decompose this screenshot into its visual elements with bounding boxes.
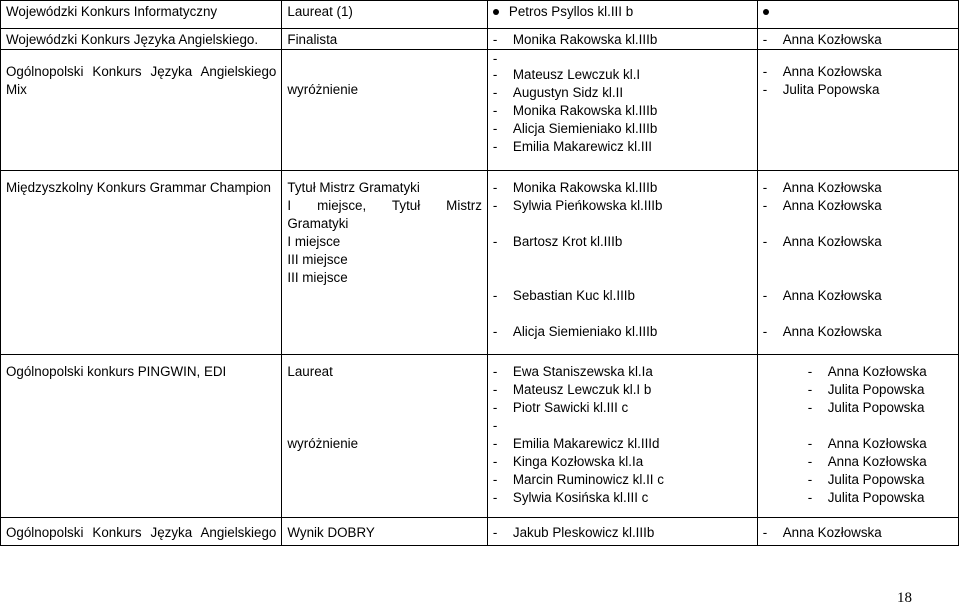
teacher-cell (757, 171, 958, 355)
result-text: wyróżnienie (287, 436, 359, 451)
dash: - (762, 234, 768, 249)
dash: - (492, 472, 498, 487)
page-number: 18 (897, 590, 912, 606)
dash: - (807, 436, 813, 451)
contest-name: Ogólnopolski konkurs PINGWIN, EDI (6, 364, 227, 379)
teacher-cell (757, 1, 958, 29)
student-name: Sylwia Kosińska kl.III c (512, 490, 649, 505)
teacher-name: Anna Kozłowska (782, 234, 882, 249)
dash: - (807, 472, 813, 487)
dash: - (492, 436, 498, 451)
result-text: Laureat (287, 364, 333, 379)
table-row (1, 50, 959, 171)
result-cell (282, 50, 488, 171)
dash: - (492, 364, 498, 379)
contest-cell (1, 518, 282, 546)
teacher-name: Anna Kozłowska (827, 364, 927, 379)
bullet-icon (493, 9, 499, 15)
result-text: Finalista (287, 32, 338, 47)
teacher-name: Anna Kozłowska (782, 324, 882, 339)
teacher-cell (757, 29, 958, 50)
student-cell (487, 355, 757, 518)
teacher-name: Julita Popowska (827, 400, 925, 415)
teacher-name: Anna Kozłowska (782, 64, 882, 79)
contest-cell (1, 29, 282, 50)
dash: - (762, 180, 768, 195)
dash: - (492, 198, 498, 213)
dash: - (807, 382, 813, 397)
dash: - (492, 67, 498, 82)
table-row (1, 171, 959, 355)
teacher-name: Anna Kozłowska (782, 198, 882, 213)
result-text: Gramatyki (287, 216, 349, 231)
student-name: Monika Rakowska kl.IIIb (512, 103, 658, 118)
dash: - (762, 32, 768, 47)
dash: - (807, 400, 813, 415)
dash: - (492, 180, 498, 195)
dash: - (492, 382, 498, 397)
student-name: Sylwia Pieńkowska kl.IIIb (512, 198, 663, 213)
student-name: Alicja Siemieniako kl.IIIb (512, 324, 658, 339)
result-text: I miejsce (287, 234, 341, 249)
contest-name: Wojewódzki Konkurs Języka Angielskiego. (6, 32, 259, 47)
teacher-name: Julita Popowska (827, 382, 925, 397)
dash: - (807, 454, 813, 469)
result-cell (282, 29, 488, 50)
dash: - (762, 64, 768, 79)
teacher-name: Anna Kozłowska (782, 180, 882, 195)
teacher-name: Anna Kozłowska (827, 436, 927, 451)
teacher-name: Julita Popowska (782, 82, 880, 97)
result-cell (282, 518, 488, 546)
dash: - (492, 490, 498, 505)
student-cell (487, 1, 757, 29)
dash: - (492, 324, 498, 339)
teacher-cell (757, 50, 958, 171)
student-name: Alicja Siemieniako kl.IIIb (512, 121, 658, 136)
teacher-name: Anna Kozłowska (782, 32, 882, 47)
result-text: III miejsce (287, 270, 348, 285)
dash: - (492, 103, 498, 118)
result-text: Tytuł Mistrz Gramatyki (287, 180, 420, 195)
dash: - (762, 525, 768, 540)
teacher-name: Julita Popowska (827, 472, 925, 487)
dash: - (492, 288, 498, 303)
teacher-cell (757, 355, 958, 518)
teacher-name: Julita Popowska (827, 490, 925, 505)
contest-name: Międzyszkolny Konkurs Grammar Champion (6, 180, 271, 195)
dash: - (492, 418, 498, 433)
table-row (1, 355, 959, 518)
contest-name: Ogólnopolski Konkurs Języka Angielskiego (6, 525, 277, 540)
teacher-name: Anna Kozłowska (782, 525, 882, 540)
student-name: Mateusz Lewczuk kl.I b (512, 382, 652, 397)
table-row (1, 518, 959, 546)
teacher-cell (757, 518, 958, 546)
contest-cell (1, 355, 282, 518)
student-name: Sebastian Kuc kl.IIIb (512, 288, 635, 303)
student-name: Ewa Staniszewska kl.Ia (512, 364, 653, 379)
table-row (1, 29, 959, 50)
student-name: Monika Rakowska kl.IIIb (512, 32, 658, 47)
dash: - (492, 85, 498, 100)
dash: - (492, 525, 498, 540)
result-cell (282, 171, 488, 355)
student-name: Jakub Pleskowicz kl.IIIb (512, 525, 655, 540)
student-name: Petros Psyllos kl.III b (508, 4, 634, 19)
contest-name-cont: Mix (6, 82, 27, 97)
student-name: Emilia Makarewicz kl.III (512, 139, 653, 154)
student-name: Marcin Ruminowicz kl.II c (512, 472, 664, 487)
dash: - (762, 324, 768, 339)
dash: - (492, 454, 498, 469)
dash: - (492, 400, 498, 415)
result-text: III miejsce (287, 252, 348, 267)
result-text: wyróżnienie (287, 82, 359, 97)
dash: - (492, 234, 498, 249)
dash: - (492, 121, 498, 136)
contest-cell (1, 171, 282, 355)
dash: - (807, 490, 813, 505)
result-text: Wynik DOBRY (287, 525, 375, 540)
contest-cell (1, 50, 282, 171)
student-name: Mateusz Lewczuk kl.I (512, 67, 641, 82)
teacher-name: Anna Kozłowska (782, 288, 882, 303)
teacher-name: Anna Kozłowska (827, 454, 927, 469)
dash: - (762, 82, 768, 97)
contest-name: Ogólnopolski Konkurs Języka Angielskiego (6, 64, 277, 79)
student-cell (487, 518, 757, 546)
student-name: Bartosz Krot kl.IIIb (512, 234, 623, 249)
dash: - (492, 32, 498, 47)
student-name: Monika Rakowska kl.IIIb (512, 180, 658, 195)
dash: - (492, 139, 498, 154)
dash: - (762, 198, 768, 213)
result-cell (282, 1, 488, 29)
student-name: Emilia Makarewicz kl.IIId (512, 436, 660, 451)
bullet-icon (763, 9, 769, 15)
student-name: Piotr Sawicki kl.III c (512, 400, 629, 415)
table-row (1, 1, 959, 29)
dash: - (762, 288, 768, 303)
result-text: Laureat (1) (287, 4, 353, 19)
contest-cell (1, 1, 282, 29)
dash: - (492, 51, 498, 66)
contest-name: Wojewódzki Konkurs Informatyczny (6, 4, 218, 19)
student-name: Augustyn Sidz kl.II (512, 85, 624, 100)
dash: - (807, 364, 813, 379)
student-cell (487, 29, 757, 50)
student-name: Kinga Kozłowska kl.Ia (512, 454, 644, 469)
result-text: I miejsce, Tytuł Mistrz (287, 198, 482, 213)
student-cell (487, 171, 757, 355)
student-cell (487, 50, 757, 171)
result-cell (282, 355, 488, 518)
